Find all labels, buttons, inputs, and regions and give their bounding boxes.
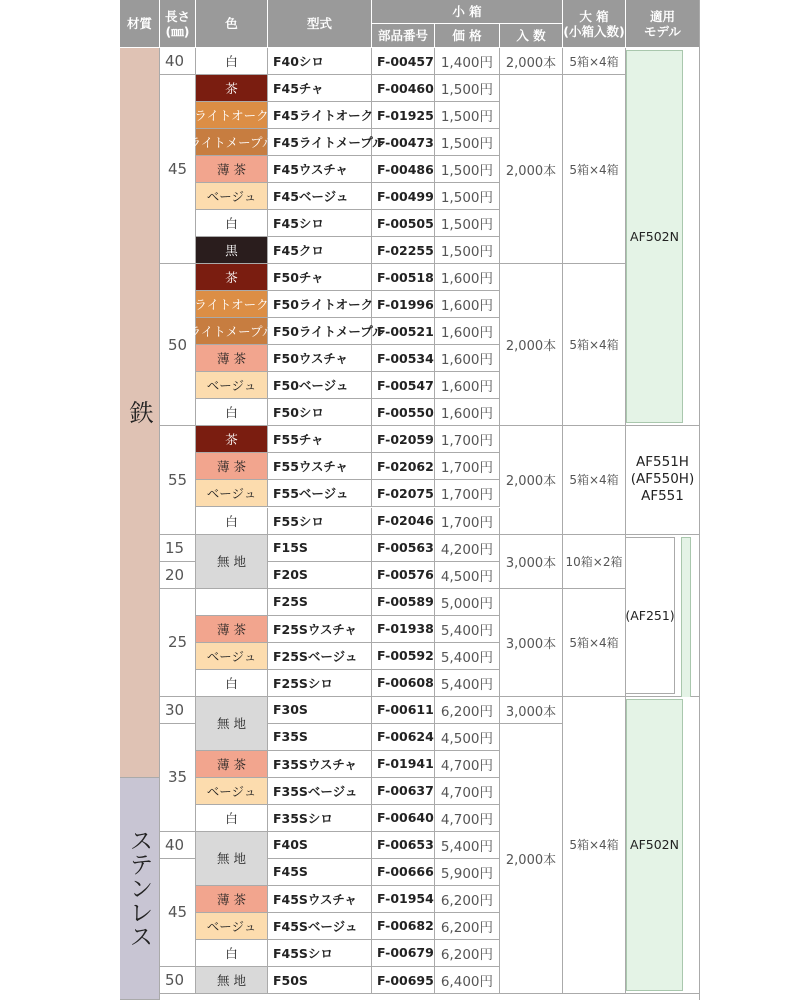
- model-cell: F50ウスチャ: [268, 345, 372, 372]
- model-cell: F45チャ: [268, 75, 372, 102]
- qty-cell: 2,000本: [500, 48, 563, 75]
- part-number-cell: F-00521: [372, 318, 435, 345]
- model-cell: F35Sウスチャ: [268, 751, 372, 778]
- model-cell: F25Sシロ: [268, 670, 372, 697]
- header-material: [120, 0, 160, 48]
- compat-model-cell: [626, 48, 700, 426]
- material-label: 鉄: [125, 400, 153, 425]
- price-cell: 6,200円: [435, 697, 500, 724]
- color-swatch-plain: 無 地: [196, 535, 268, 589]
- compat-model-label: (AF251): [626, 537, 675, 694]
- model-cell: F40シロ: [268, 48, 372, 75]
- model-cell: F35S: [268, 724, 372, 751]
- price-cell: 1,600円: [435, 372, 500, 399]
- header-compat-subtext: モデル: [644, 23, 681, 39]
- length-cell: 45: [160, 859, 196, 967]
- header-large-box: [563, 0, 626, 48]
- length-cell: 35: [160, 724, 196, 832]
- compat-model-label: AF502N: [626, 50, 683, 423]
- part-number-cell: F-00563: [372, 535, 435, 562]
- qty-cell: 2,000本: [500, 724, 563, 994]
- header-material-text: 材質: [126, 16, 152, 31]
- color-swatch: ベージュ: [196, 913, 268, 940]
- header-color: [196, 0, 268, 48]
- qty-cell: 3,000本: [500, 697, 563, 724]
- price-cell: 1,500円: [435, 129, 500, 156]
- part-number-cell: F-00499: [372, 183, 435, 210]
- model-cell: F55チャ: [268, 426, 372, 453]
- price-cell: 4,700円: [435, 778, 500, 805]
- price-cell: 1,400円: [435, 48, 500, 75]
- part-number-cell: F-00640: [372, 805, 435, 832]
- price-cell: 5,400円: [435, 643, 500, 670]
- model-cell: F35Sベージュ: [268, 778, 372, 805]
- length-cell: 25: [160, 589, 196, 697]
- header-color-text: 色: [225, 16, 238, 31]
- price-cell: 1,600円: [435, 318, 500, 345]
- model-cell: F45Sウスチャ: [268, 886, 372, 913]
- color-swatch: ライトメープル: [196, 318, 268, 345]
- price-cell: 5,400円: [435, 616, 500, 643]
- model-cell: F45ウスチャ: [268, 156, 372, 183]
- part-number-cell: F-00679: [372, 940, 435, 967]
- header-length-text: 長さ: [164, 8, 190, 24]
- large-box-cell: 5箱×4箱: [563, 426, 626, 534]
- part-number-cell: F-02059: [372, 426, 435, 453]
- price-cell: 4,700円: [435, 751, 500, 778]
- model-cell: F45クロ: [268, 237, 372, 264]
- part-number-cell: F-00457: [372, 48, 435, 75]
- length-cell: 20: [160, 562, 196, 589]
- part-number-cell: F-01996: [372, 291, 435, 318]
- color-swatch: 白: [196, 399, 268, 426]
- price-cell: 5,000円: [435, 589, 500, 616]
- price-cell: 1,500円: [435, 156, 500, 183]
- part-number-cell: F-00637: [372, 778, 435, 805]
- price-cell: 1,700円: [435, 480, 500, 507]
- model-cell: F50ベージュ: [268, 372, 372, 399]
- color-swatch: ベージュ: [196, 643, 268, 670]
- model-cell: F15S: [268, 535, 372, 562]
- header-small-box-text: 小 箱: [452, 4, 482, 19]
- large-box-cell: 5箱×4箱: [563, 589, 626, 697]
- part-number-cell: F-00624: [372, 724, 435, 751]
- table-right-edge: [699, 0, 700, 1000]
- qty-cell: 2,000本: [500, 75, 563, 264]
- length-cell: 30: [160, 697, 196, 724]
- header-large-box-text: 大 箱: [579, 8, 609, 24]
- part-number-cell: F-02255: [372, 237, 435, 264]
- price-cell: 6,200円: [435, 913, 500, 940]
- length-cell: 55: [160, 426, 196, 534]
- color-swatch-plain: 無 地: [196, 832, 268, 886]
- large-box-cell: 5箱×4箱: [563, 75, 626, 264]
- color-swatch: ライトメープル: [196, 129, 268, 156]
- price-cell: 1,500円: [435, 183, 500, 210]
- length-cell: 15: [160, 535, 196, 562]
- model-cell: F25S: [268, 589, 372, 616]
- model-cell: F45S: [268, 859, 372, 886]
- model-cell: F45ライトメープル: [268, 129, 372, 156]
- model-cell: F45ライトオーク: [268, 102, 372, 129]
- price-cell: 1,600円: [435, 345, 500, 372]
- model-cell: F20S: [268, 562, 372, 589]
- model-cell: F45Sベージュ: [268, 913, 372, 940]
- part-number-cell: F-00653: [372, 832, 435, 859]
- price-cell: 5,400円: [435, 832, 500, 859]
- part-number-cell: F-00682: [372, 913, 435, 940]
- material-stainless: [120, 778, 160, 1000]
- part-number-cell: F-00695: [372, 967, 435, 994]
- part-number-cell: F-02062: [372, 453, 435, 480]
- color-swatch: 薄 茶: [196, 453, 268, 480]
- compat-bracket-line: [681, 537, 691, 697]
- length-cell: 40: [160, 832, 196, 859]
- price-cell: 6,200円: [435, 886, 500, 913]
- compat-model-label: AF502N: [626, 699, 683, 991]
- part-number-cell: F-01941: [372, 751, 435, 778]
- header-qty: [500, 24, 563, 48]
- color-swatch: 白: [196, 210, 268, 237]
- model-cell: F35Sシロ: [268, 805, 372, 832]
- model-cell: F50ライトメープル: [268, 318, 372, 345]
- price-cell: 1,600円: [435, 291, 500, 318]
- model-cell: F50S: [268, 967, 372, 994]
- part-number-cell: F-00576: [372, 562, 435, 589]
- part-number-cell: F-00611: [372, 697, 435, 724]
- header-part-no-text: 部品番号: [377, 28, 428, 43]
- price-cell: 4,500円: [435, 562, 500, 589]
- price-cell: 5,400円: [435, 670, 500, 697]
- part-number-cell: F-00505: [372, 210, 435, 237]
- model-cell: F50シロ: [268, 399, 372, 426]
- model-cell: F45シロ: [268, 210, 372, 237]
- part-number-cell: F-00592: [372, 643, 435, 670]
- color-swatch: ベージュ: [196, 372, 268, 399]
- header-part-no: [372, 24, 435, 48]
- color-swatch: 薄 茶: [196, 156, 268, 183]
- color-swatch: 薄 茶: [196, 751, 268, 778]
- color-swatch: 白: [196, 940, 268, 967]
- part-number-cell: F-00589: [372, 589, 435, 616]
- header-price: [435, 24, 500, 48]
- price-cell: 1,500円: [435, 75, 500, 102]
- part-number-cell: F-01925: [372, 102, 435, 129]
- color-swatch: [196, 589, 268, 616]
- length-cell: 50: [160, 264, 196, 426]
- model-cell: F40S: [268, 832, 372, 859]
- part-number-cell: F-00460: [372, 75, 435, 102]
- compat-model-label: AF551H (AF550H) AF551: [630, 454, 695, 505]
- header-model-text: 型式: [306, 16, 332, 31]
- model-cell: F30S: [268, 697, 372, 724]
- color-swatch: 茶: [196, 75, 268, 102]
- part-number-cell: F-01954: [372, 886, 435, 913]
- color-swatch: ライトオーク: [196, 102, 268, 129]
- price-cell: 6,400円: [435, 967, 500, 994]
- header-compat: [626, 0, 700, 48]
- model-cell: F55ベージュ: [268, 480, 372, 507]
- color-swatch: ベージュ: [196, 480, 268, 507]
- price-cell: 6,200円: [435, 940, 500, 967]
- price-cell: 1,500円: [435, 210, 500, 237]
- color-swatch: 黒: [196, 237, 268, 264]
- compat-model-cell: [626, 697, 700, 994]
- header-compat-text: 適用: [649, 8, 675, 24]
- length-cell: 50: [160, 967, 196, 994]
- price-cell: 1,700円: [435, 426, 500, 453]
- part-number-cell: F-00550: [372, 399, 435, 426]
- header-length: [160, 0, 196, 48]
- material-iron: [120, 48, 160, 778]
- color-swatch-plain: 無 地: [196, 697, 268, 751]
- model-cell: F25Sベージュ: [268, 643, 372, 670]
- header-model: [268, 0, 372, 48]
- model-cell: F55ウスチャ: [268, 453, 372, 480]
- part-number-cell: F-02046: [372, 508, 435, 535]
- color-swatch: 茶: [196, 264, 268, 291]
- color-swatch: 薄 茶: [196, 886, 268, 913]
- header-length-subtext: (㎜): [165, 23, 190, 39]
- price-cell: 1,500円: [435, 237, 500, 264]
- header-price-text: 価 格: [452, 28, 482, 43]
- model-cell: F50チャ: [268, 264, 372, 291]
- qty-cell: 3,000本: [500, 589, 563, 697]
- header-small-box: [372, 0, 563, 24]
- compat-model-cell: [626, 535, 700, 697]
- compat-model-cell: [626, 426, 700, 534]
- color-swatch: 薄 茶: [196, 616, 268, 643]
- model-cell: F45Sシロ: [268, 940, 372, 967]
- color-swatch: ベージュ: [196, 183, 268, 210]
- part-number-cell: F-00534: [372, 345, 435, 372]
- color-swatch: 白: [196, 805, 268, 832]
- model-cell: F55シロ: [268, 508, 372, 535]
- material-label: ステンレス: [125, 828, 153, 949]
- price-cell: 4,500円: [435, 724, 500, 751]
- price-cell: 1,700円: [435, 508, 500, 535]
- part-number-cell: F-01938: [372, 616, 435, 643]
- color-swatch: 茶: [196, 426, 268, 453]
- qty-cell: 2,000本: [500, 426, 563, 534]
- price-cell: 1,500円: [435, 102, 500, 129]
- color-swatch: 白: [196, 48, 268, 75]
- color-swatch: 薄 茶: [196, 345, 268, 372]
- part-number-cell: F-00486: [372, 156, 435, 183]
- part-number-cell: F-00473: [372, 129, 435, 156]
- large-box-cell: 5箱×4箱: [563, 48, 626, 75]
- large-box-cell: 10箱×2箱: [563, 535, 626, 589]
- price-cell: 4,700円: [435, 805, 500, 832]
- color-swatch: ベージュ: [196, 778, 268, 805]
- model-cell: F45ベージュ: [268, 183, 372, 210]
- model-cell: F25Sウスチャ: [268, 616, 372, 643]
- price-cell: 1,600円: [435, 264, 500, 291]
- part-number-cell: F-00666: [372, 859, 435, 886]
- header-qty-text: 入 数: [516, 28, 546, 43]
- part-number-cell: F-00608: [372, 670, 435, 697]
- header-large-box-subtext: (小箱入数): [563, 23, 625, 39]
- color-swatch: 白: [196, 508, 268, 535]
- price-cell: 1,700円: [435, 453, 500, 480]
- model-cell: F50ライトオーク: [268, 291, 372, 318]
- part-number-cell: F-00547: [372, 372, 435, 399]
- color-swatch: ライトオーク: [196, 291, 268, 318]
- part-number-cell: F-00518: [372, 264, 435, 291]
- large-box-cell: 5箱×4箱: [563, 264, 626, 426]
- price-cell: 4,200円: [435, 535, 500, 562]
- price-cell: 1,600円: [435, 399, 500, 426]
- color-swatch: 白: [196, 670, 268, 697]
- part-number-cell: F-02075: [372, 480, 435, 507]
- length-cell: 45: [160, 75, 196, 264]
- qty-cell: 3,000本: [500, 535, 563, 589]
- qty-cell: 2,000本: [500, 264, 563, 426]
- large-box-cell: 5箱×4箱: [563, 697, 626, 994]
- color-swatch: 無 地: [196, 967, 268, 994]
- length-cell: 40: [160, 48, 196, 75]
- price-cell: 5,900円: [435, 859, 500, 886]
